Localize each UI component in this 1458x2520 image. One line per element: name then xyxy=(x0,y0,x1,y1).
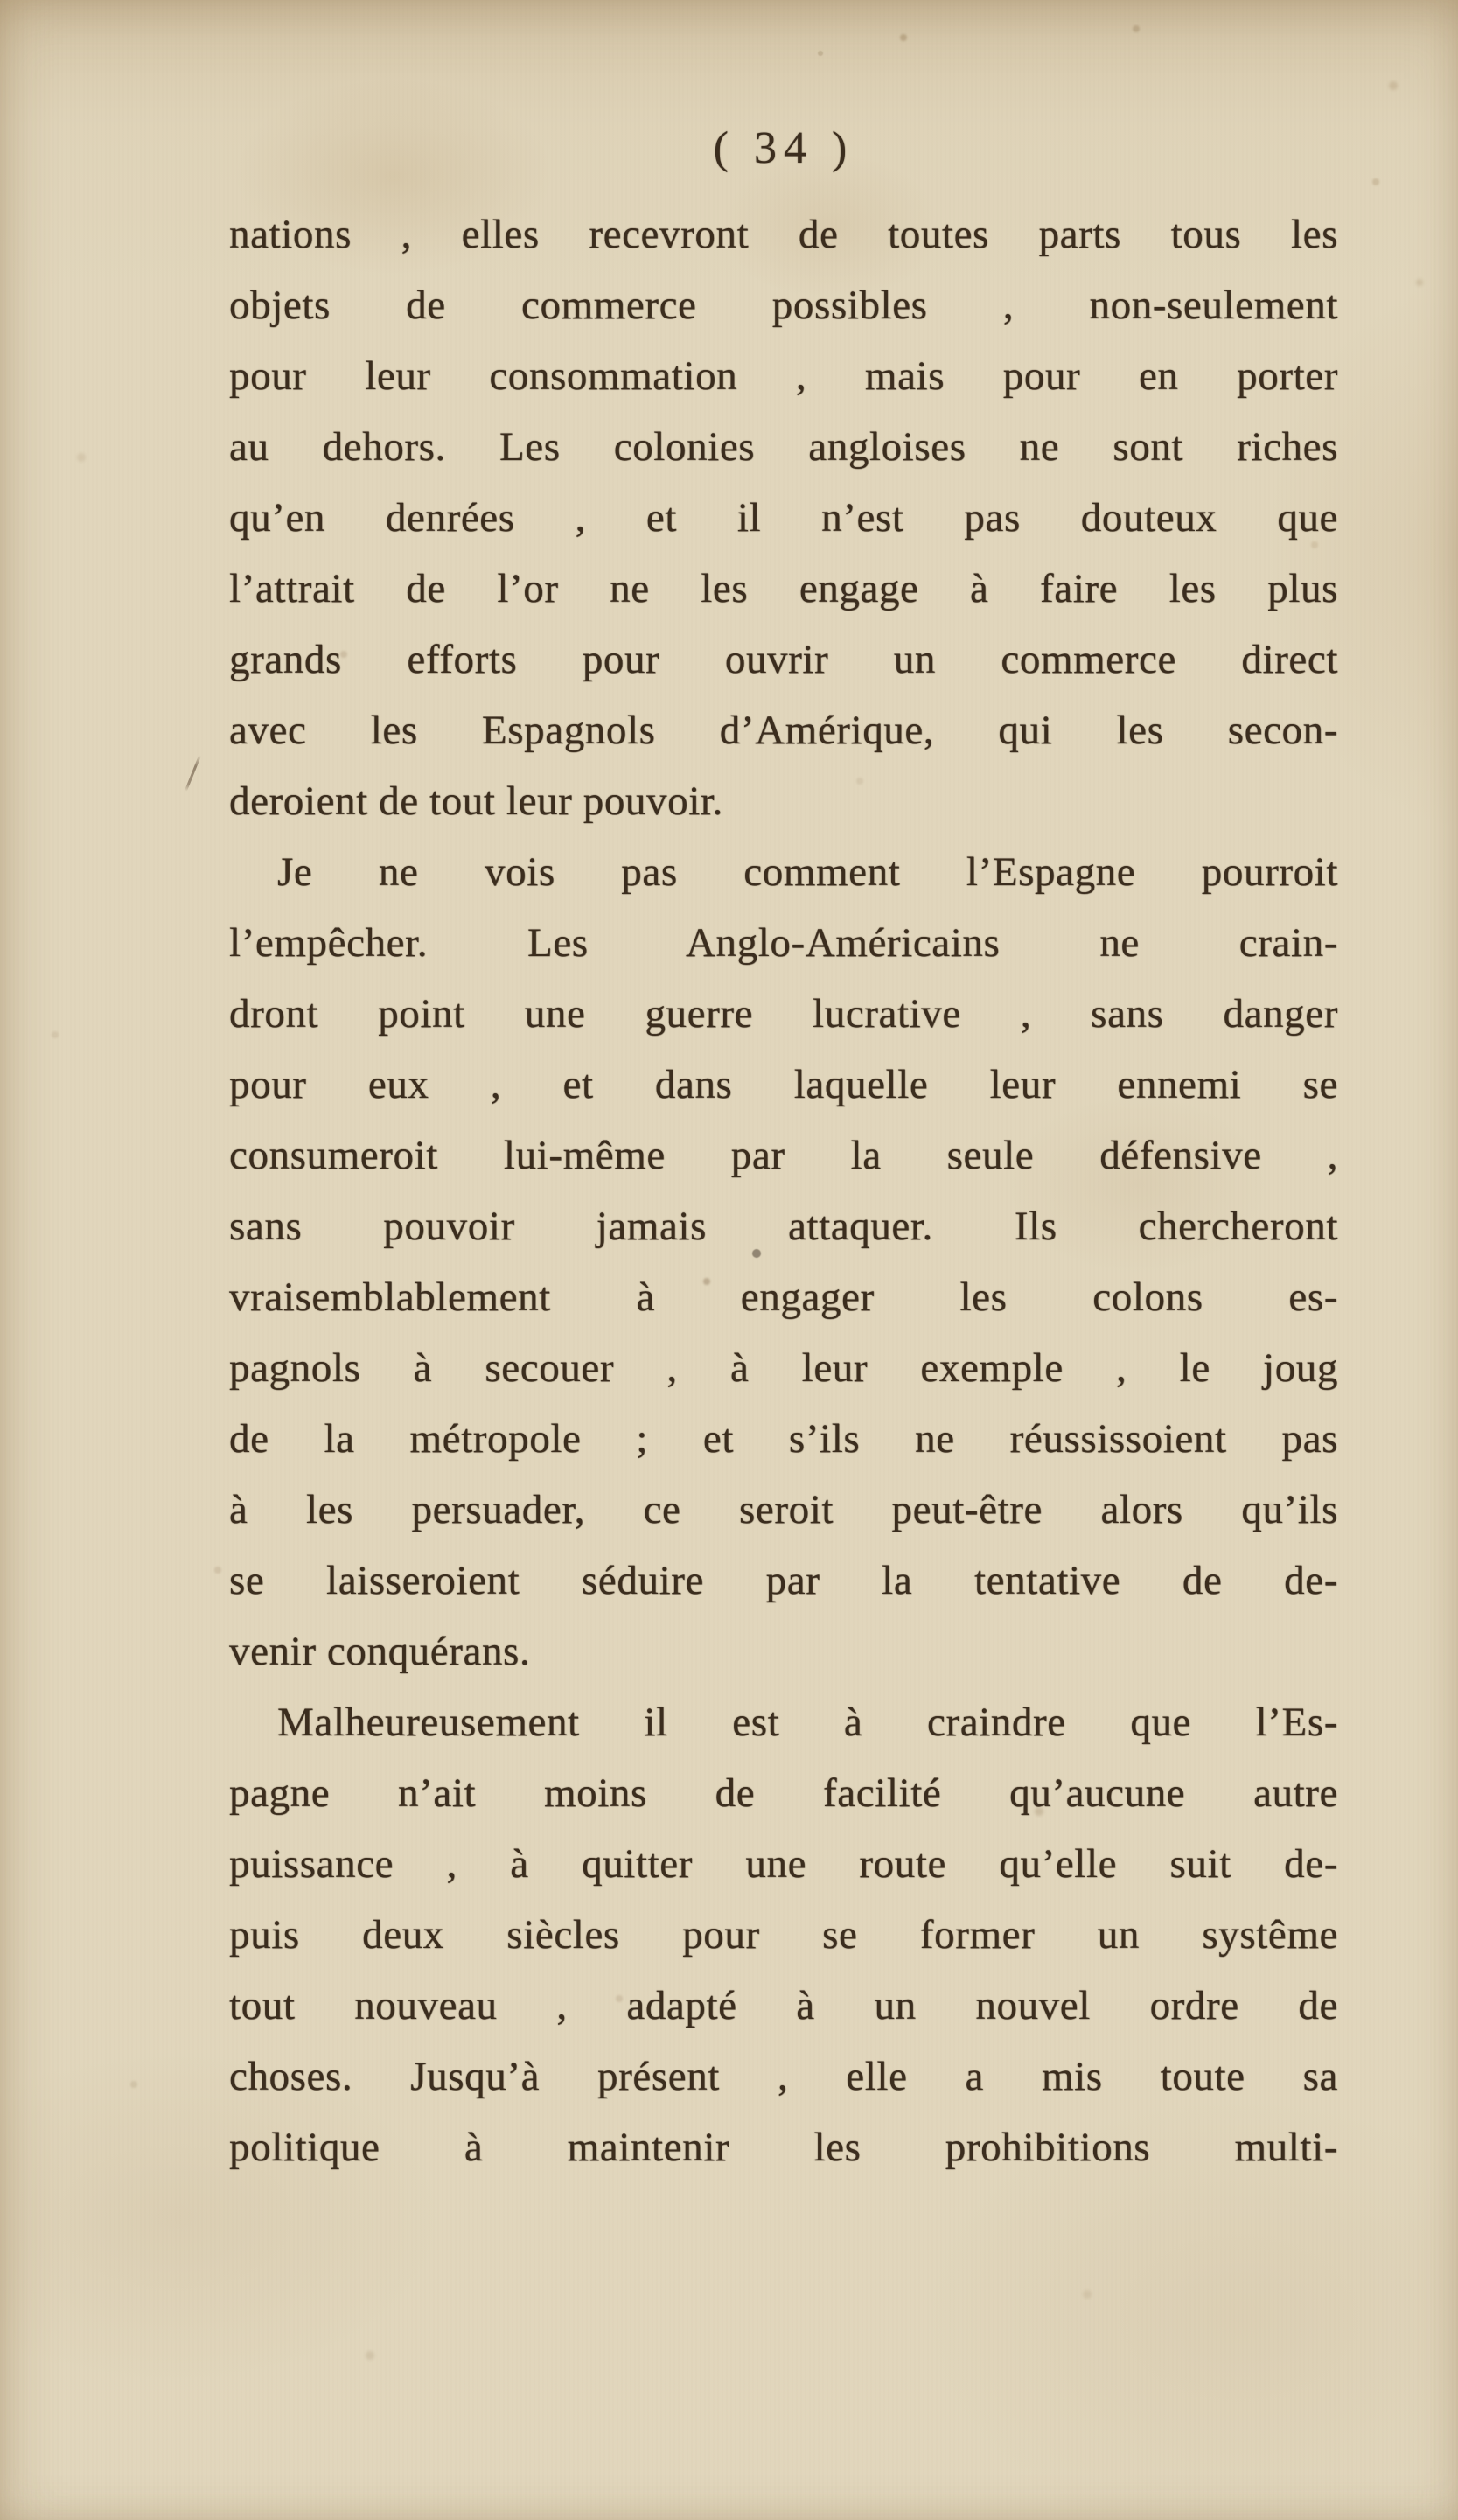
paper-speckles xyxy=(0,0,5,5)
text-line: deroient de tout leur pouvoir. xyxy=(229,778,723,824)
text-line: grands efforts pour ouvrir un commerce direct xyxy=(229,637,1338,682)
text-line: Malheureusement il est à craindre que l’Es- xyxy=(277,1700,1338,1745)
text-line: de la métropole ; et s’ils ne réussissoient pas xyxy=(229,1416,1338,1462)
text-line: l’attrait de l’or ne les engage à faire les plus xyxy=(229,566,1338,611)
text-line: choses. Jusqu’à présent , elle a mis toute sa xyxy=(229,2054,1338,2099)
text-line: pour leur consommation , mais pour en porter xyxy=(229,353,1338,399)
text-line: Je ne vois pas comment l’Espagne pourroit xyxy=(277,849,1338,895)
text-line: pagnols à secouer , à leur exemple , le joug xyxy=(229,1345,1338,1391)
text-line: pour eux , et dans laquelle leur ennemi se xyxy=(229,1062,1338,1107)
page-text-block xyxy=(229,199,1338,2183)
text-line: puissance , à quitter une route qu’elle suit de- xyxy=(229,1841,1338,1887)
text-line: politique à maintenir les prohibitions multi- xyxy=(229,2125,1338,2170)
text-line: pagne n’ait moins de facilité qu’aucune autre xyxy=(229,1770,1338,1816)
text-line: qu’en denrées , et il n’est pas douteux que xyxy=(229,495,1338,541)
text-line: nations , elles recevront de toutes parts tous les xyxy=(229,212,1338,257)
page-number-header: ( 34 ) xyxy=(713,123,855,173)
text-line: objets de commerce possibles , non-seulement xyxy=(229,283,1338,328)
text-line: vraisemblablement à engager les colons es- xyxy=(229,1274,1338,1320)
text-line: au dehors. Les colonies angloises ne sont riches xyxy=(229,424,1338,470)
text-line: consumeroit lui-même par la seule défensive , xyxy=(229,1133,1338,1178)
text-line: dront point une guerre lucrative , sans danger xyxy=(229,991,1338,1037)
text-line: puis deux siècles pour se former un systême xyxy=(229,1912,1338,1958)
text-line: venir conquérans. xyxy=(229,1629,531,1674)
text-line: se laisseroient séduire par la tentative de de- xyxy=(229,1558,1338,1603)
text-line: à les persuader, ce seroit peut-être alors qu’ils xyxy=(229,1487,1338,1532)
text-line: tout nouveau , adapté à un nouvel ordre de xyxy=(229,1983,1338,2028)
text-line: sans pouvoir jamais attaquer. Ils chercheront xyxy=(229,1204,1338,1249)
margin-slash-mark xyxy=(185,755,201,792)
text-line: l’empêcher. Les Anglo-Américains ne crain- xyxy=(229,920,1338,966)
text-line: avec les Espagnols d’Amérique, qui les secon- xyxy=(229,708,1338,753)
